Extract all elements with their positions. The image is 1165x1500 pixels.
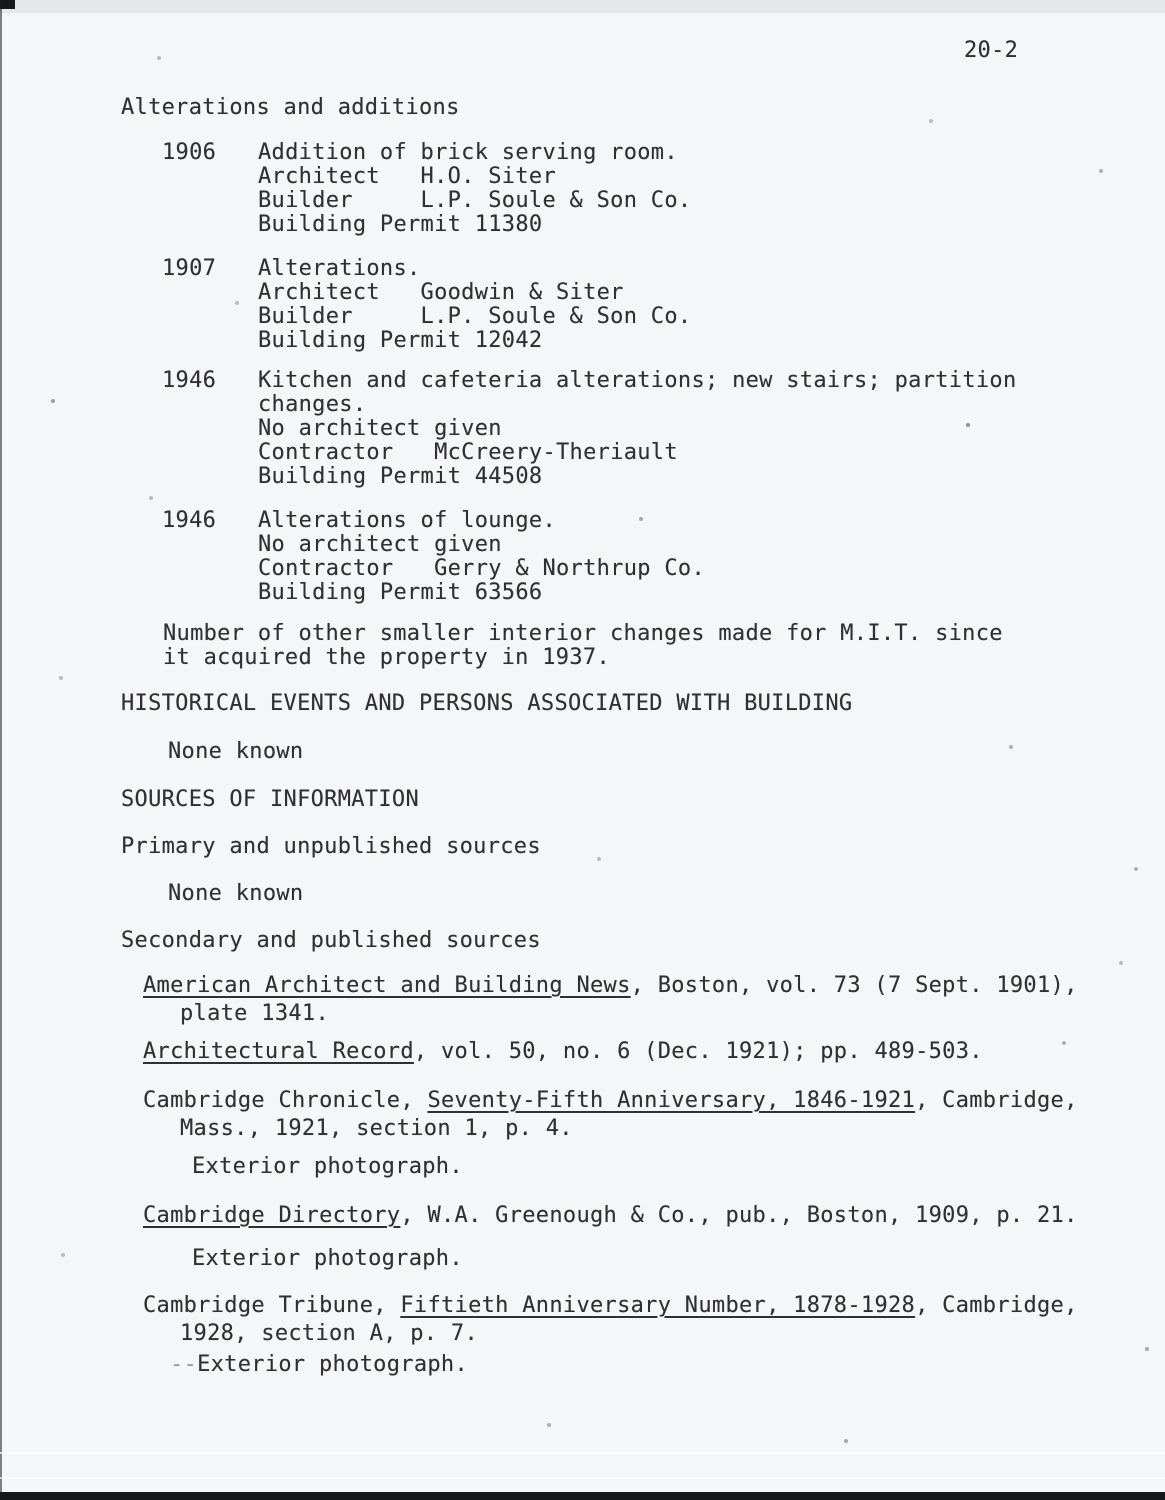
- citation-title: Cambridge Directory: [143, 1203, 401, 1228]
- citation-rest: , vol. 50, no. 6 (Dec. 1921); pp. 489-503.: [413, 1039, 983, 1064]
- entry-description: [258, 369, 1141, 489]
- exterior-photograph-note: Exterior photograph.: [192, 1154, 463, 1179]
- citation-cambridge-chronicle: [143, 1087, 1141, 1143]
- entry-line: Building Permit 11380: [258, 212, 543, 237]
- entry-year: 1946: [162, 368, 217, 393]
- entry-line: changes.: [258, 392, 367, 417]
- page-number: 20-2: [964, 38, 1019, 63]
- entry-line: Alterations of lounge.: [258, 508, 556, 533]
- scan-noise: [0, 0, 2, 2]
- scan-dash-marks: --: [170, 1352, 198, 1377]
- document-content: [121, 96, 1141, 1377]
- entry-description: [258, 141, 1141, 237]
- citation-rest: , Cambridge,: [915, 1088, 1078, 1113]
- entry-line: Architect H.O. Siter: [258, 164, 556, 189]
- note-line: Number of other smaller interior changes made for M.I.T. since: [163, 621, 1003, 646]
- note-paragraph: [163, 622, 1141, 670]
- citation-line: [143, 1202, 1141, 1230]
- entry-line: Architect Goodwin & Siter: [258, 280, 624, 305]
- heading-alterations-and-additions: Alterations and additions: [121, 95, 460, 120]
- entry-line: Kitchen and cafeteria alterations; new stairs; partition: [258, 368, 1017, 393]
- entry-line: Builder L.P. Soule & Son Co.: [258, 188, 692, 213]
- exterior-photograph-note: Exterior photograph.: [192, 1246, 463, 1271]
- citation-title: American Architect and Building News: [143, 973, 631, 998]
- citation-rest: , Boston, vol. 73 (7 Sept. 1901),: [630, 973, 1078, 998]
- entry-year: 1906: [162, 140, 217, 165]
- entry-line: Builder L.P. Soule & Son Co.: [258, 304, 692, 329]
- primary-sources-label: Primary and unpublished sources: [121, 834, 541, 859]
- citation-rest: , Cambridge,: [915, 1293, 1078, 1318]
- alteration-entry-1906: [162, 141, 1141, 237]
- citation-architectural-record: [143, 1038, 1141, 1066]
- primary-none-known: None known: [168, 881, 304, 906]
- citation-cambridge-directory: [143, 1202, 1141, 1230]
- entry-line: Alterations.: [258, 256, 421, 281]
- citation-cambridge-tribune: [143, 1292, 1141, 1348]
- photo-note-text: Exterior photograph.: [197, 1352, 468, 1377]
- entry-year: 1907: [162, 256, 217, 281]
- note-line: it acquired the property in 1937.: [163, 645, 610, 670]
- citation-title: Architectural Record: [143, 1039, 414, 1064]
- secondary-sources-label: Secondary and published sources: [121, 928, 541, 953]
- alteration-entry-1907: [162, 257, 1141, 353]
- scan-corner-mark: [0, 0, 15, 9]
- citation-rest: , W.A. Greenough & Co., pub., Boston, 1909, p. 21.: [400, 1203, 1078, 1228]
- historical-none-known: None known: [168, 739, 304, 764]
- citation-american-architect: [143, 972, 1141, 1028]
- heading-historical-events: HISTORICAL EVENTS AND PERSONS ASSOCIATED WITH BUILDING: [121, 691, 853, 716]
- citation-prefix: Cambridge Chronicle,: [143, 1088, 428, 1113]
- citation-line: [143, 1087, 1141, 1115]
- alteration-entry-1946-kitchen: [162, 369, 1141, 489]
- entry-line: No architect given: [258, 416, 502, 441]
- exterior-photograph-note: [170, 1353, 1141, 1377]
- alteration-entry-1946-lounge: [162, 509, 1141, 605]
- entry-line: Building Permit 12042: [258, 328, 543, 353]
- entry-year: 1946: [162, 508, 217, 533]
- entry-line: No architect given: [258, 532, 502, 557]
- heading-sources-of-information: SOURCES OF INFORMATION: [121, 787, 419, 812]
- citation-continuation: 1928, section A, p. 7.: [180, 1321, 478, 1346]
- entry-line: Addition of brick serving room.: [258, 140, 678, 165]
- scan-faint-line: [0, 1452, 1165, 1454]
- entry-line: Building Permit 44508: [258, 464, 543, 489]
- entry-description: [258, 257, 1141, 353]
- entry-description: [258, 509, 1141, 605]
- entry-line: Contractor McCreery-Theriault: [258, 440, 678, 465]
- citation-title: Seventy-Fifth Anniversary, 1846-1921: [427, 1088, 916, 1113]
- citation-prefix: Cambridge Tribune,: [143, 1293, 401, 1318]
- citation-continuation: plate 1341.: [180, 1001, 329, 1026]
- citation-line: [143, 1038, 1141, 1066]
- scan-left-edge: [0, 0, 2, 1500]
- scan-faint-line: [0, 1477, 1165, 1479]
- citation-line: [143, 972, 1141, 1000]
- entry-line: Building Permit 63566: [258, 580, 543, 605]
- citation-continuation: Mass., 1921, section 1, p. 4.: [180, 1116, 573, 1141]
- citation-line: [143, 1292, 1141, 1320]
- scan-top-band: [0, 0, 1165, 13]
- entry-line: Contractor Gerry & Northrup Co.: [258, 556, 705, 581]
- scan-bottom-bar: [0, 1492, 1165, 1500]
- citation-title: Fiftieth Anniversary Number, 1878-1928: [400, 1293, 916, 1318]
